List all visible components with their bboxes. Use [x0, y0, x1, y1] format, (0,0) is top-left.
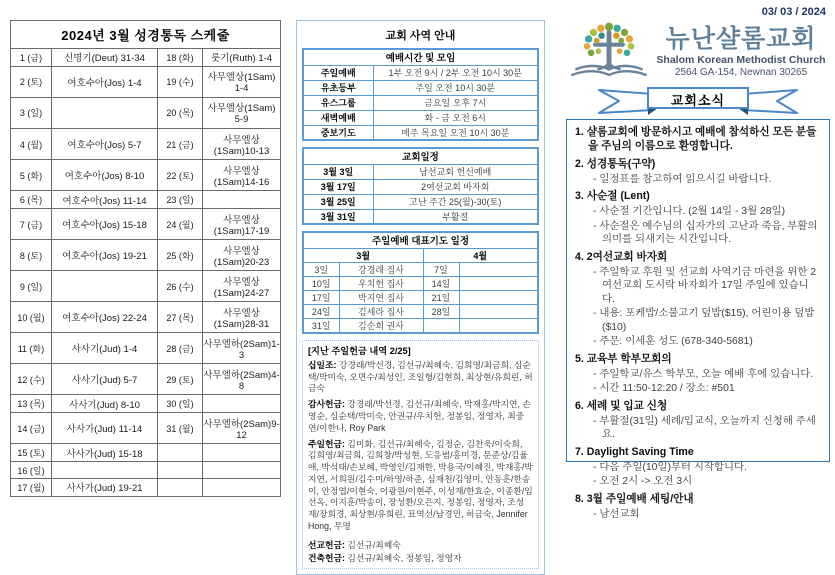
table-row — [303, 262, 538, 276]
table-row — [11, 191, 281, 209]
tree-cross-book-logo-icon — [566, 21, 652, 83]
reading-day-cell: 30 (일) — [158, 395, 203, 413]
prayer-name — [459, 276, 538, 290]
prayer-day — [423, 318, 459, 333]
schedule-event: 2여선교회 바자회 — [373, 179, 538, 194]
reading-passage-cell — [52, 97, 158, 128]
news-item-detail: - 시간 11:50-12:20 / 장소: #501 — [593, 383, 735, 395]
reading-day-cell — [158, 444, 203, 462]
bulletin-date: 03/ 03 / 2024 — [761, 6, 826, 18]
table-row — [303, 232, 538, 248]
table-row — [303, 49, 538, 65]
table-row — [11, 478, 281, 496]
prayer-day: 7일 — [423, 262, 459, 276]
offering-report — [302, 340, 539, 570]
table-row — [11, 97, 281, 128]
worship-label: 주일예배 — [303, 65, 373, 80]
reading-day-cell: 1 (금) — [11, 49, 52, 67]
offering-item-tithe — [308, 360, 533, 395]
ministry-info-panel — [296, 20, 545, 575]
reading-day-cell: 24 (월) — [158, 209, 203, 240]
church-subtitle: Shalom Korean Methodist Church — [656, 54, 826, 67]
prayer-day: 24일 — [303, 304, 339, 318]
table-row — [303, 164, 538, 179]
news-item-title: 4. 2여선교회 바자회 — [575, 250, 668, 263]
reading-day-cell: 8 (토) — [11, 240, 52, 271]
reading-day-cell: 20 (목) — [158, 97, 203, 128]
reading-day-cell: 7 (금) — [11, 209, 52, 240]
reading-passage-cell: 사무엘상(1Sam)28-31 — [203, 302, 281, 333]
news-item-title: 1. 샬롬교회에 방문하시고 예배에 참석하신 모든 분들을 주님의 이름으로 환영합니다. — [575, 126, 817, 152]
offering-names: 강경래/박선경, 김선규/최혜숙, 박재홍/박지연, 손영순, 심순택/박미숙, 안권규/우치헌, 정봉임, 정영자, 최중연/이한나, Roy Park — [308, 399, 531, 433]
reading-passage-cell: 사무엘상(1Sam)14-16 — [203, 160, 281, 191]
table-row — [11, 364, 281, 395]
offering-label: 선교헌금: — [308, 539, 345, 550]
news-item-detail: - 사순절 기간입니다. (2월 14일 - 3월 28일) — [593, 206, 786, 218]
offering-item-sunday — [308, 439, 533, 533]
worship-value: 매주 목요일 오전 10시 30분 — [373, 125, 538, 140]
table-row — [11, 395, 281, 413]
worship-label: 중보기도 — [303, 125, 373, 140]
schedule-date: 3월 25일 — [303, 194, 373, 209]
news-item-title: 5. 교육부 학부모회의 — [575, 353, 672, 365]
offering-label: 감사헌금: — [308, 399, 345, 410]
reading-passage-cell: 사무엘상(1Sam)10-13 — [203, 129, 281, 160]
table-row — [303, 194, 538, 209]
reading-day-cell: 3 (일) — [11, 97, 52, 128]
reading-day-cell: 31 (월) — [158, 413, 203, 444]
reading-passage-cell: 사무엘상(1Sam) 1-4 — [203, 66, 281, 97]
offering-item-building — [308, 553, 533, 565]
table-row — [11, 444, 281, 462]
table-row — [303, 276, 538, 290]
prayer-name: 우치헌 집사 — [339, 276, 423, 290]
news-item-title: 6. 세례 및 입교 신청 — [575, 400, 668, 412]
prayer-month-header: 3월 — [303, 248, 423, 262]
news-item-title: 8. 3월 주일예배 세팅/안내 — [575, 493, 694, 505]
worship-value: 금요일 오후 7시 — [373, 95, 538, 110]
table-row — [303, 148, 538, 164]
prayer-name — [459, 318, 538, 333]
reading-passage-cell: 여호수아(Jos) 15-18 — [52, 209, 158, 240]
table-row — [303, 209, 538, 224]
church-schedule-table — [302, 147, 539, 225]
prayer-section-header: 주일예배 대표기도 일정 — [303, 232, 538, 248]
reading-passage-cell: 여호수아(Jos) 1-4 — [52, 66, 158, 97]
table-row — [303, 125, 538, 140]
prayer-day: 10일 — [303, 276, 339, 290]
offering-item-thanksgiving — [308, 399, 533, 434]
prayer-name — [459, 304, 538, 318]
prayer-day: 3일 — [303, 262, 339, 276]
table-row — [303, 318, 538, 333]
worship-label: 유스그룹 — [303, 95, 373, 110]
prayer-roster-table — [302, 231, 539, 334]
news-banner — [593, 86, 803, 116]
table-row — [11, 209, 281, 240]
church-header — [566, 21, 830, 83]
table-row — [11, 21, 281, 49]
table-row — [11, 462, 281, 479]
reading-passage-cell: 사무엘상(1Sam)24-27 — [203, 271, 281, 302]
worship-times-table — [302, 48, 539, 141]
reading-passage-cell: 여호수아(Jos) 8-10 — [52, 160, 158, 191]
news-item-detail: - 남선교회 — [593, 508, 640, 520]
news-item-title: 7. Daylight Saving Time — [575, 446, 694, 458]
table-row — [303, 248, 538, 262]
table-row — [11, 160, 281, 191]
prayer-name: 박지연 집사 — [339, 290, 423, 304]
reading-day-cell: 22 (토) — [158, 160, 203, 191]
reading-day-cell: 10 (월) — [11, 302, 52, 333]
church-identity — [652, 26, 830, 78]
table-row — [303, 110, 538, 125]
reading-day-cell — [158, 478, 203, 496]
reading-passage-cell: 여호수아(Jos) 11-14 — [52, 191, 158, 209]
offering-item-mission — [308, 540, 533, 552]
table-row — [303, 304, 538, 318]
church-name: 뉴난샬롬교회 — [665, 24, 817, 53]
bible-reading-title: 2024년 3월 성경통독 스케줄 — [11, 21, 281, 49]
reading-day-cell: 15 (토) — [11, 444, 52, 462]
prayer-name — [459, 262, 538, 276]
reading-passage-cell: 여호수아(Jos) 5-7 — [52, 129, 158, 160]
offering-label: 주일헌금: — [308, 438, 345, 449]
reading-passage-cell: 사무엘하(2Sam)4-8 — [203, 364, 281, 395]
schedule-event: 고난 주간 25(월)-30(토) — [373, 194, 538, 209]
reading-passage-cell: 사무엘상(1Sam)20-23 — [203, 240, 281, 271]
prayer-day: 14일 — [423, 276, 459, 290]
offering-names: 김선규/최혜숙 — [344, 539, 401, 550]
reading-passage-cell: 여호수아(Jos) 22-24 — [52, 302, 158, 333]
worship-value: 화 - 금 오전 6시 — [373, 110, 538, 125]
worship-value: 1부 오전 9시 / 2부 오전 10시 30분 — [373, 65, 538, 80]
table-row — [303, 290, 538, 304]
schedule-date: 3월 17일 — [303, 179, 373, 194]
news-item-title: 3. 사순절 (Lent) — [575, 190, 650, 203]
news-banner-title: 교회소식 — [670, 93, 726, 108]
reading-day-cell: 23 (일) — [158, 191, 203, 209]
reading-passage-cell: 사사기(Jud) 5-7 — [52, 364, 158, 395]
reading-passage-cell: 사무엘상(1Sam)17-19 — [203, 209, 281, 240]
table-row — [11, 129, 281, 160]
reading-day-cell: 14 (금) — [11, 413, 52, 444]
ministry-panel-title: 교회 사역 안내 — [385, 30, 456, 42]
prayer-day: 17일 — [303, 290, 339, 304]
prayer-day: 28일 — [423, 304, 459, 318]
worship-label: 새벽예배 — [303, 110, 373, 125]
table-row — [303, 95, 538, 110]
reading-passage-cell — [203, 444, 281, 462]
news-item-detail: - 일정표를 참고하여 읽으시길 바랍니다. — [593, 173, 772, 185]
reading-day-cell: 26 (수) — [158, 271, 203, 302]
table-row — [11, 240, 281, 271]
reading-day-cell: 28 (금) — [158, 333, 203, 364]
worship-section-header: 예배시간 및 모임 — [303, 49, 538, 65]
reading-passage-cell: 사사가(Jud) 11-14 — [52, 413, 158, 444]
schedule-event: 남선교회 헌신예배 — [373, 164, 538, 179]
prayer-day: 31일 — [303, 318, 339, 333]
reading-passage-cell: 사사기(Jud) 8-10 — [52, 395, 158, 413]
reading-day-cell: 16 (일) — [11, 462, 52, 479]
table-row — [303, 179, 538, 194]
offering-label: 건축헌금: — [308, 552, 345, 563]
reading-day-cell: 29 (토) — [158, 364, 203, 395]
reading-passage-cell: 사무엘하(2Sam)9-12 — [203, 413, 281, 444]
reading-day-cell: 18 (화) — [158, 49, 203, 67]
news-item-title: 2. 성경통독(구약) — [575, 157, 656, 170]
reading-day-cell: 19 (수) — [158, 66, 203, 97]
news-item-detail: - 오전 2시 -> 오전 3시 — [593, 476, 693, 488]
news-item-detail: - 사순절은 예수님의 십자가의 고난과 죽음, 부활의 의미를 되새기는 시간입니다. — [593, 220, 818, 246]
reading-passage-cell — [52, 271, 158, 302]
reading-passage-cell: 사무엘하(2Sam)1-3 — [203, 333, 281, 364]
news-item-detail: - 주문: 이세훈 성도 (678-340-5681) — [593, 336, 753, 348]
reading-passage-cell: 사무엘상(1Sam) 5-9 — [203, 97, 281, 128]
reading-passage-cell: 여호수아(Jos) 19-21 — [52, 240, 158, 271]
reading-day-cell: 4 (월) — [11, 129, 52, 160]
prayer-name: 김세라 집사 — [339, 304, 423, 318]
worship-label: 유초등부 — [303, 80, 373, 95]
reading-passage-cell: 사사가(Jud) 19-21 — [52, 478, 158, 496]
prayer-name: 김순희 권사 — [339, 318, 423, 333]
reading-passage-cell — [203, 191, 281, 209]
prayer-month-header: 4월 — [423, 248, 538, 262]
bible-reading-table — [10, 20, 281, 497]
table-row — [11, 333, 281, 364]
reading-day-cell — [158, 462, 203, 479]
reading-day-cell: 9 (일) — [11, 271, 52, 302]
worship-value: 주일 오전 10시 30분 — [373, 80, 538, 95]
news-item-detail: - 주일학교 후원 및 선교회 사역기금 마련을 위한 2여선교회 도시락 바자회가 17일 주일에 있습니다. — [593, 266, 817, 305]
church-address: 2564 GA-154, Newnan 30265 — [674, 67, 808, 79]
offering-title: [지난 주일헌금 내역 2/25] — [308, 345, 411, 356]
news-item-detail: - 다음 주일(10일)부터 시작합니다. — [593, 461, 747, 473]
news-item-detail: - 주일학교/유스 학부모, 오늘 예배 후에 있습니다. — [593, 368, 814, 380]
schedule-event: 부활절 — [373, 209, 538, 224]
prayer-day: 21일 — [423, 290, 459, 304]
reading-day-cell: 13 (목) — [11, 395, 52, 413]
reading-day-cell: 27 (목) — [158, 302, 203, 333]
table-row — [11, 271, 281, 302]
news-item-detail: - 부활절(31일) 세례/입교식, 오늘까지 신청해 주세요. — [593, 415, 816, 441]
schedule-section-header: 교회일정 — [303, 148, 538, 164]
offering-names: 김선규/최혜숙, 정봉임, 정영자 — [344, 552, 462, 563]
schedule-date: 3월 3일 — [303, 164, 373, 179]
church-news-panel — [566, 6, 830, 520]
reading-passage-cell: 사사기(Jud) 1-4 — [52, 333, 158, 364]
reading-day-cell: 2 (토) — [11, 66, 52, 97]
table-row — [303, 80, 538, 95]
schedule-date: 3월 31일 — [303, 209, 373, 224]
reading-day-cell: 17 (월) — [11, 478, 52, 496]
reading-passage-cell — [52, 462, 158, 479]
reading-passage-cell — [203, 478, 281, 496]
reading-day-cell: 11 (화) — [11, 333, 52, 364]
table-row — [303, 65, 538, 80]
reading-day-cell: 21 (금) — [158, 129, 203, 160]
prayer-name: 강경래 집사 — [339, 262, 423, 276]
offering-label: 십일조: — [308, 359, 337, 370]
table-row — [11, 49, 281, 67]
reading-passage-cell — [203, 462, 281, 479]
prayer-name — [459, 290, 538, 304]
reading-passage-cell: 신명기(Deut) 31-34 — [52, 49, 158, 67]
table-row — [11, 66, 281, 97]
reading-day-cell: 25 (화) — [158, 240, 203, 271]
reading-day-cell: 12 (수) — [11, 364, 52, 395]
table-row — [11, 302, 281, 333]
news-item-detail: - 내용: 포케밥/소불고기 덮밥($15), 어린이용 덮밥($10) — [593, 308, 815, 333]
reading-day-cell: 6 (목) — [11, 191, 52, 209]
reading-passage-cell: 룻기(Ruth) 1-4 — [203, 49, 281, 67]
news-box — [566, 119, 830, 520]
bible-reading-panel — [10, 20, 280, 497]
offering-names: 김미화, 김선규/최혜숙, 김정순, 김찬욱/이숙희, 김희영/최금희, 김희창/박성현, 도응범/홍미경, 문준상/김율애, 박석태/손보혜, 박영인/김재한, 박용국/이혜진, 박재홍/박지연, 서희원/김수미/하영/하준, 심재천/김영미, 안동훈/한송이, 안정엽/이현숙, 이광원/이현주, 이성재/한효순, 이종환/임선옥, 이지훈/박송이, 장성환/오은지, 정봉임, 정영자, 조성재/장희경, 최상현/유희린, 표역선/남경민, 허금숙, Jennifer Hong, 무명 — [308, 438, 533, 531]
offering-names: 강경래/박선경, 김선규/최혜숙, 김희영/최금희, 심순택/박미숙, 오면수/최성인, 조일형/김현희, 최상현/유희린, 허금숙 — [308, 359, 533, 394]
reading-passage-cell: 사사가(Jud) 15-18 — [52, 444, 158, 462]
reading-passage-cell — [203, 395, 281, 413]
table-row — [11, 413, 281, 444]
reading-day-cell: 5 (화) — [11, 160, 52, 191]
